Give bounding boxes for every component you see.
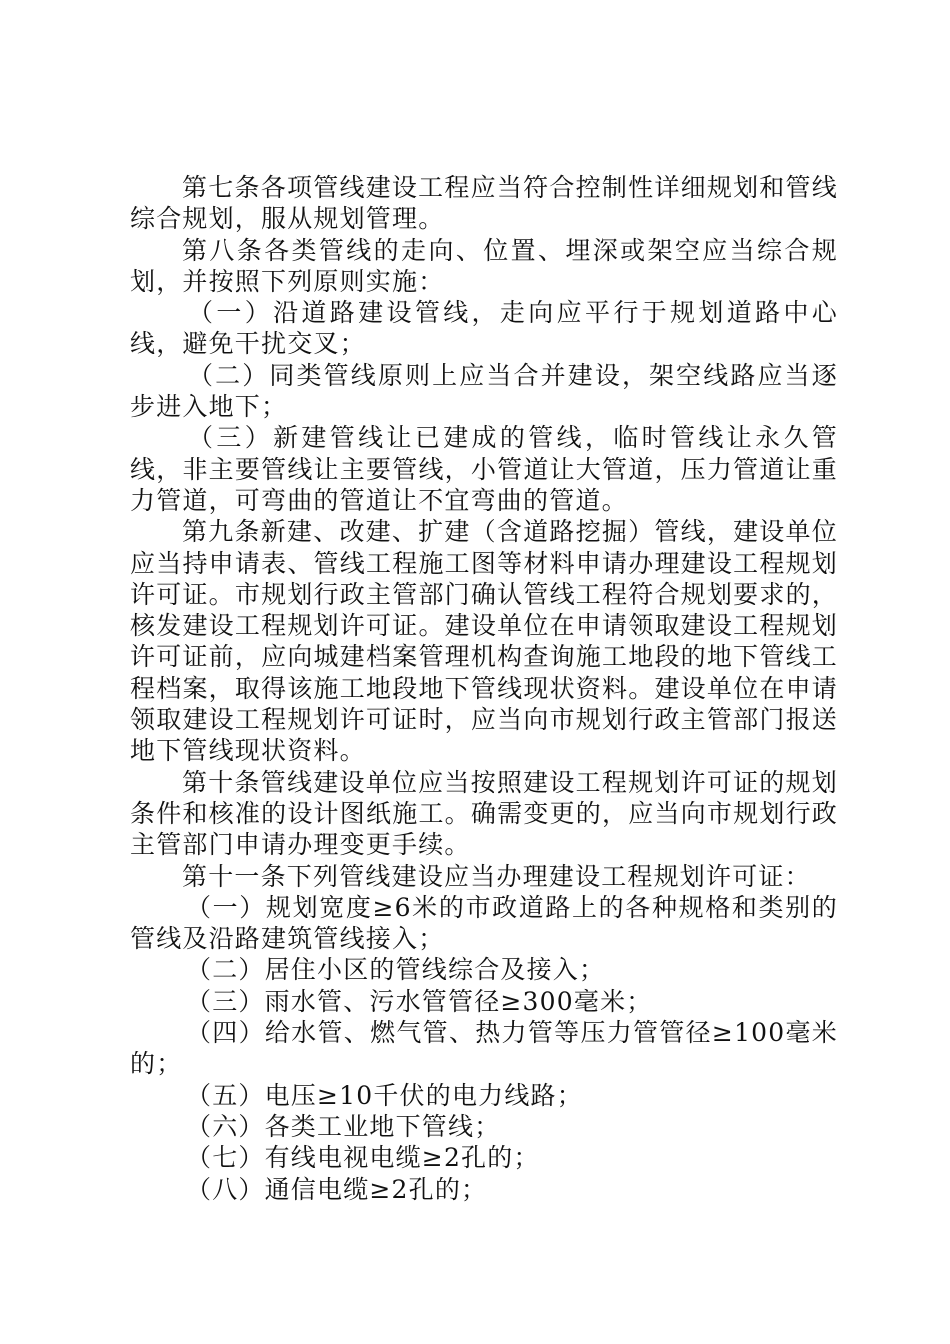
- article-11-paragraph: 第十一条下列管线建设应当办理建设工程规划许可证：: [182, 861, 811, 891]
- article-8-item-3: （三）新建管线让已建成的管线，临时管线让永久管线，非主要管线让主要管线，小管道让大管道，压力管道让重力管道，可弯曲的管道让不宜弯曲的管道。: [130, 423, 838, 515]
- article-10-paragraph: 第十条管线建设单位应当按照建设工程规划许可证的规划条件和核准的设计图纸施工。确需变更的，应当向市规划行政主管部门申请办理变更手续。: [130, 767, 838, 860]
- article-11-item-2: （二）居住小区的管线综合及接入；: [186, 955, 606, 985]
- article-7-paragraph: 第七条各项管线建设工程应当符合控制性详细规划和管线综合规划，服从规划管理。: [130, 173, 838, 234]
- article-11-item-5: （五）电压≥10千伏的电力线路；: [186, 1080, 583, 1110]
- article-11-item-7: （七）有线电视电缆≥2孔的；: [186, 1143, 540, 1173]
- article-11-item-3: （三）雨水管、污水管管径≥300毫米；: [186, 986, 653, 1016]
- document-body: [130, 172, 838, 1205]
- article-11-item-1: （一）规划宽度≥6米的市政道路上的各种规格和类别的管线及沿路建筑管线接入；: [130, 892, 838, 954]
- article-9-paragraph: 第九条新建、改建、扩建（含道路挖掘）管线，建设单位应当持申请表、管线工程施工图等材料申请办理建设工程规划许可证。市规划行政主管部门确认管线工程符合规划要求的，核发建设工程规划许可证。建设单位在申请领取建设工程规划许可证前，应向城建档案管理机构查询施工地段的地下管线工程档案，取得该施工地段地下管线现状资料。建设单位在申请领取建设工程规划许可证时，应当向市规划行政主管部门报送地下管线现状资料。: [130, 517, 838, 766]
- article-8-item-1: （一）沿道路建设管线，走向应平行于规划道路中心线，避免干扰交叉；: [130, 298, 838, 359]
- article-8-paragraph: 第八条各类管线的走向、位置、埋深或架空应当综合规划，并按照下列原则实施：: [130, 235, 838, 296]
- article-11-item-6: （六）各类工业地下管线；: [186, 1111, 501, 1141]
- article-11-item-4: （四）给水管、燃气管、热力管等压力管管径≥100毫米的；: [130, 1018, 838, 1079]
- article-8-item-2: （二）同类管线原则上应当合并建设，架空线路应当逐步进入地下；: [130, 360, 838, 422]
- article-11-item-8: （八）通信电缆≥2孔的；: [186, 1174, 488, 1204]
